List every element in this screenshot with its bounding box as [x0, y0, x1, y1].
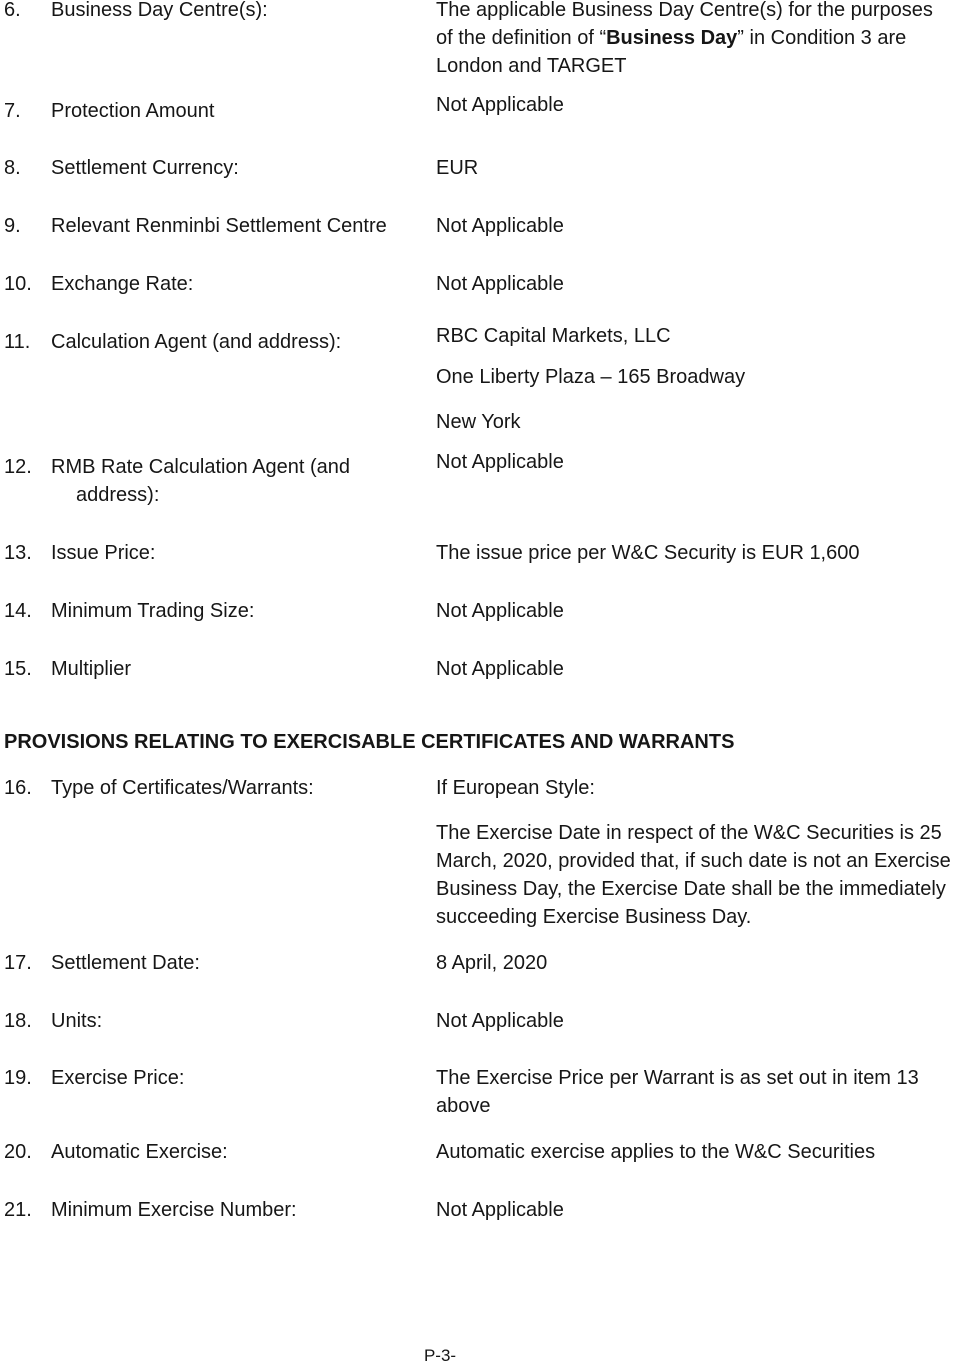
agent-city: New York	[436, 411, 521, 433]
item-number: 12.	[4, 456, 32, 478]
item-label: Business Day Centre(s):	[51, 0, 268, 21]
item-label: Type of Certificates/Warrants:	[51, 777, 314, 799]
item-label: Issue Price:	[51, 542, 156, 564]
item-number: 8.	[4, 157, 21, 179]
item-value: The issue price per W&C Security is EUR 1,600	[436, 542, 860, 564]
item-value: 8 April, 2020	[436, 952, 548, 974]
defined-term: Business Day	[606, 27, 738, 49]
item-value	[436, 1068, 919, 1116]
item-number: 10.	[4, 273, 32, 295]
label-line: address):	[76, 484, 160, 506]
item-value: EUR	[436, 157, 479, 179]
item-label: Multiplier	[51, 658, 132, 680]
item-value: Not Applicable	[436, 600, 564, 622]
item-label: Minimum Trading Size:	[51, 600, 255, 622]
paragraph-line: succeeding Exercise Business Day.	[436, 906, 752, 928]
label-line: RMB Rate Calculation Agent (and	[51, 456, 351, 478]
value-line	[436, 28, 933, 48]
item-label: Exercise Price:	[51, 1067, 185, 1089]
item-value: Not Applicable	[436, 94, 564, 116]
item-value: Automatic exercise applies to the W&C Securities	[436, 1141, 876, 1163]
item-label: Calculation Agent (and address):	[51, 331, 342, 353]
item-number: 19.	[4, 1067, 32, 1089]
agent-street-address: One Liberty Plaza – 165 Broadway	[436, 366, 746, 388]
item-value: Not Applicable	[436, 215, 564, 237]
agent-name: RBC Capital Markets, LLC	[436, 325, 671, 347]
item-number: 7.	[4, 100, 21, 122]
item-label: Units:	[51, 1010, 103, 1032]
item-label	[51, 457, 350, 505]
item-value: Not Applicable	[436, 1010, 564, 1032]
item-label: Settlement Currency:	[51, 157, 239, 179]
value-line: London and TARGET	[436, 55, 627, 77]
paragraph-line: March, 2020, provided that, if such date is not an Exercise	[436, 850, 951, 872]
item-label: Settlement Date:	[51, 952, 200, 974]
item-value: Not Applicable	[436, 658, 564, 680]
item-value: Not Applicable	[436, 273, 564, 295]
value-line: above	[436, 1095, 491, 1117]
item-number: 15.	[4, 658, 32, 680]
item-label: Relevant Renminbi Settlement Centre	[51, 215, 387, 237]
exercise-date-paragraph	[436, 823, 951, 927]
page-number: P-3-	[423, 1346, 457, 1364]
item-label: Minimum Exercise Number:	[51, 1199, 297, 1221]
item-value: Not Applicable	[436, 451, 564, 473]
item-number: 9.	[4, 215, 21, 237]
item-value: If European Style:	[436, 777, 595, 799]
item-number: 13.	[4, 542, 32, 564]
item-label: Automatic Exercise:	[51, 1141, 228, 1163]
item-number: 17.	[4, 952, 32, 974]
item-number: 18.	[4, 1010, 32, 1032]
value-line: The applicable Business Day Centre(s) for the purposes	[436, 0, 933, 21]
item-label: Exchange Rate:	[51, 273, 194, 295]
item-number: 14.	[4, 600, 32, 622]
value-line: The Exercise Price per Warrant is as set out in item 13	[436, 1067, 919, 1089]
item-number: 16.	[4, 777, 32, 799]
value-text: ” in Condition 3 are	[737, 27, 907, 49]
item-number: 11.	[4, 331, 31, 353]
item-value: Not Applicable	[436, 1199, 564, 1221]
item-value	[436, 0, 933, 76]
item-number: 6.	[4, 0, 21, 21]
item-number: 20.	[4, 1141, 32, 1163]
section-heading: PROVISIONS RELATING TO EXERCISABLE CERTIFICATES AND WARRANTS	[4, 731, 735, 753]
paragraph-line: The Exercise Date in respect of the W&C Securities is 25	[436, 822, 942, 844]
paragraph-line: Business Day, the Exercise Date shall be the immediately	[436, 878, 946, 900]
item-label: Protection Amount	[51, 100, 215, 122]
item-number: 21.	[4, 1199, 32, 1221]
value-text: of the definition of “	[436, 27, 607, 49]
